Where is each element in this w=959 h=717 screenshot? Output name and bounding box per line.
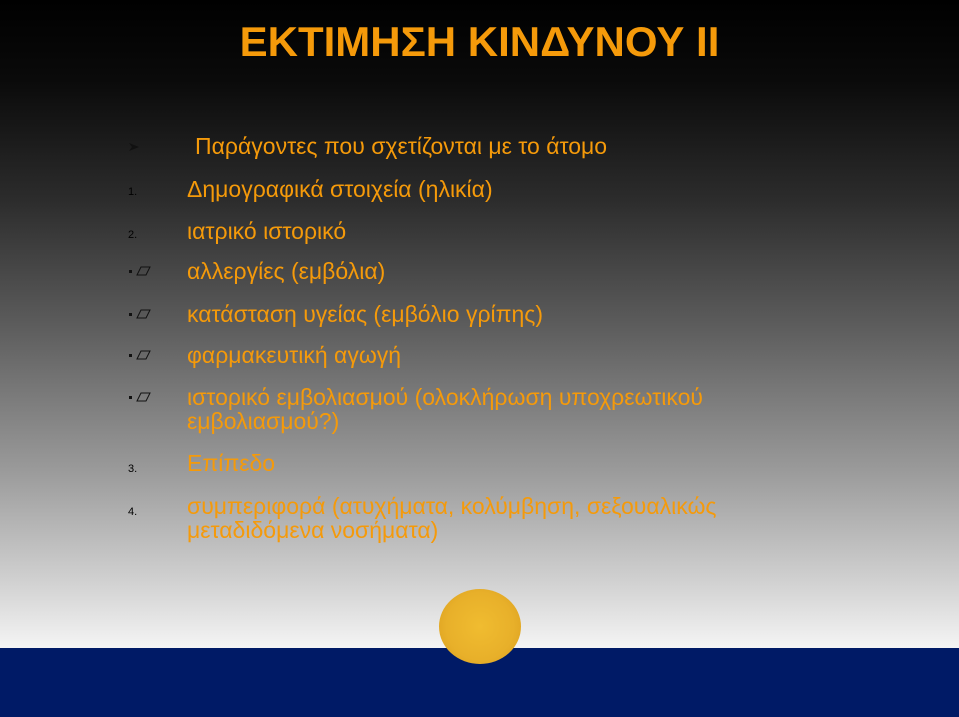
sub-bullet-icon	[129, 349, 151, 361]
sub-bullet-icon	[129, 265, 151, 277]
list-marker: 4.	[128, 506, 138, 518]
list-marker: 3.	[128, 463, 138, 475]
sub-bullet-icon	[129, 391, 151, 403]
list-marker: 2.	[128, 229, 138, 241]
sun-shape	[439, 589, 521, 664]
list-item: ιατρικό ιστορικό	[187, 218, 347, 244]
list-item: συμπεριφορά (ατυχήματα, κολύμβηση, σεξουαλικώς μεταδιδόμενα νοσήματα)	[187, 493, 717, 543]
list-item: κατάσταση υγείας (εμβόλιο γρίπης)	[187, 301, 544, 327]
list-item: Δημογραφικά στοιχεία (ηλικία)	[187, 176, 493, 202]
list-item: αλλεργίες (εμβόλια)	[187, 258, 386, 284]
sub-bullet-icon	[129, 308, 151, 320]
list-item: φαρμακευτική αγωγή	[187, 342, 402, 368]
list-marker: 1.	[128, 186, 138, 198]
list-item: Επίπεδο	[187, 450, 276, 476]
arrow-bullet-icon	[128, 142, 140, 152]
list-item: ιστορικό εμβολιασμού (ολοκλήρωση υποχρεωτικού εμβολιασμού?)	[187, 384, 703, 434]
slide-title: ΕΚΤΙΜΗΣΗ ΚΙΝΔΥΝΟΥ ΙΙ	[239, 18, 720, 65]
slide-heading: Παράγοντες που σχετίζονται με το άτομο	[195, 133, 608, 159]
